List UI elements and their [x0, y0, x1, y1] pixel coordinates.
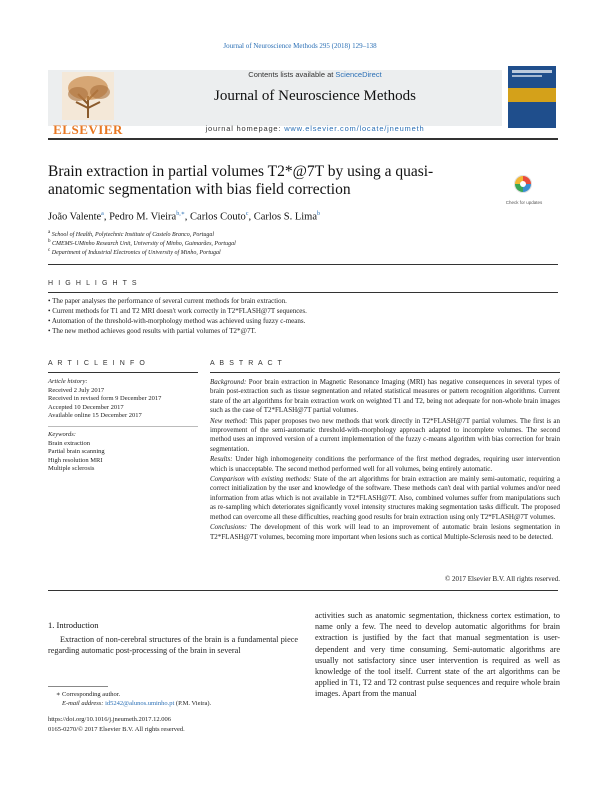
running-header: Journal of Neuroscience Methods 295 (2018) 129–138 — [223, 42, 377, 50]
abstract-paragraph: Comparison with existing methods: State of the art algorithms for brain extraction are mainly semi-automatic, requiring a correct initialization by the user and knowledge of the software. These methods can't deal with partial volumes and/or need information from atlas which is not available in T2*FLASH@7T. Also, combined volumes suffer from manipulations such as re-sampling which deteriorates significantly voxel intensity structures making segmentation tasks difficult. The proposed method can overcome all these difficulties, reaching good results for brain extraction using only T2*FLASH@7T volumes. — [210, 475, 560, 521]
email-label: E-mail address: — [62, 700, 106, 707]
divider — [48, 292, 558, 293]
divider — [48, 264, 558, 265]
journal-title: Journal of Neuroscience Methods — [213, 88, 417, 104]
history-entry: Received in revised form 9 December 2017 — [48, 395, 162, 403]
divider — [48, 426, 198, 427]
divider — [48, 372, 198, 373]
email-link[interactable]: id5242@alunos.uminho.pt — [105, 700, 175, 707]
author-affiliation-mark: b,∗ — [176, 211, 185, 217]
keyword: Multiple sclerosis — [48, 465, 95, 473]
divider — [48, 590, 558, 591]
intro-column-1: Extraction of non-cerebral structures of the brain is a fundamental piece regarding automatic post-processing of the brain in several — [48, 635, 298, 656]
highlights-heading: H I G H L I G H T S — [48, 280, 139, 287]
article-history — [48, 378, 198, 421]
divider — [210, 372, 560, 373]
journal-homepage — [130, 124, 500, 133]
masthead-rule — [48, 138, 558, 140]
footnote-rule — [48, 686, 108, 687]
article-info-heading: A R T I C L E I N F O — [48, 360, 147, 367]
author-affiliation-mark: c — [245, 211, 249, 217]
journal-cover-image — [508, 66, 556, 128]
author-affiliation-mark: b — [316, 211, 320, 217]
email-note — [62, 700, 211, 707]
abstract-heading: A B S T R A C T — [210, 360, 284, 367]
highlight-item: • The new method achieves good results with partial volumes of T2*@7T. — [48, 327, 256, 335]
history-entry: Received 2 July 2017 — [48, 386, 105, 394]
section-heading: 1. Introduction — [48, 620, 99, 630]
affiliation: $^a$ School of Health, Polytechnic Institute of Castelo Branco, Portugal — [48, 230, 215, 238]
homepage-link[interactable]: www.elsevier.com/locate/jneumeth — [284, 124, 425, 133]
highlight-item: • The paper analyses the performance of several current methods for brain extraction. — [48, 297, 287, 305]
affiliation: $^c$ Department of Industrial Electronics of University of Minho, Portugal — [48, 248, 221, 256]
abstract-paragraph: Conclusions: The development of this work will lead to an improvement of automatic brain lesions segmentation in T2*FLASH@7T volumes, becoming more important when lesions such as cortical Multiple-Sclerosis need to be detected. — [210, 523, 560, 541]
crossmark-icon[interactable] — [508, 172, 538, 202]
history-entry: Accepted 10 December 2017 — [48, 403, 124, 411]
homepage-label: journal homepage: — [205, 124, 285, 133]
author-list: João Valente$^a$, Pedro M. Vieira$^{b,∗}$, Carlos Couto$^c$, Carlos S. Lima$^b$ — [48, 211, 320, 223]
issn-line: 0165-0270/© 2017 Elsevier B.V. All rights reserved. — [48, 726, 185, 733]
affiliation: $^b$ CMEMS-UMinho Research Unit, University of Minho, Guimarães, Portugal — [48, 239, 236, 247]
abstract-paragraph: Background: Poor brain extraction in Magnetic Resonance Imaging (MRI) has negative consequences in several types of brain post-extraction such as tissue segmentation and related statistical measures or pattern recognition algorithms. Current state of the art algorithms for brain extraction work on weighted T1 and T2, being not adequate for non-whole brain images such as the case of T2*FLASH@7T partial volumes. — [210, 378, 560, 415]
keyword: High resolution MRI — [48, 456, 103, 464]
intro-column-2: activities such as anatomic segmentation, thickness cortex estimation, to name only a few. The need to develop automatic algorithms for brain extraction is justified by the fact that manual segmentation is user-dependent and very time consuming. Semi-automatic algorithms are usually not satisfactory since user intervention is required as well as knowledge of the tool itself. Current state of the art algorithms can be applied in T1, T2 and T2 contrast pulse sequences and require whole brain images. Apart from the manual — [315, 611, 560, 699]
email-suffix: (P.M. Vieira). — [174, 700, 212, 707]
article-title: Brain extraction in partial volumes T2*@7T by using a quasi-anatomic segmentation with bias field correction — [48, 163, 434, 198]
author-name[interactable]: João Valente — [48, 211, 102, 223]
history-label: Article history: — [48, 378, 88, 385]
abstract-paragraph: Results: Under high inhomogeneity conditions the performance of the first method degrades, requiring user intervention which is unacceptable. The second method performed well for all volumes, being entirely automatic. — [210, 455, 560, 473]
author-name[interactable]: Carlos S. Lima — [253, 211, 317, 223]
author-affiliation-mark: a — [101, 211, 104, 217]
crossmark-label: Check for updates — [505, 200, 543, 205]
author-name[interactable]: Pedro M. Vieira — [109, 211, 177, 223]
sciencedirect-link[interactable]: ScienceDirect — [335, 70, 382, 79]
keyword: Partial brain scanning — [48, 448, 105, 456]
keywords — [48, 431, 198, 474]
keywords-label: Keywords: — [48, 431, 76, 438]
contents-line — [130, 70, 500, 79]
copyright: © 2017 Elsevier B.V. All rights reserved. — [444, 575, 560, 583]
author-name[interactable]: Carlos Couto — [190, 211, 246, 223]
history-entry: Available online 15 December 2017 — [48, 412, 142, 420]
corresponding-author-note: ∗ Corresponding author. — [56, 691, 121, 698]
contents-prefix: Contents lists available at — [248, 70, 336, 79]
abstract-body — [210, 378, 560, 543]
abstract-paragraph: New method: This paper proposes two new methods that work directly in T2*FLASH@7T partial volumes. The first is an improvement of the semi-automatic threshold-with-morphology approach adapted to incomplete volumes. The second method uses an improved version of a current implementation of the fuzzy c-means algorithm with bias correction for brain segmentation. — [210, 416, 560, 453]
highlight-item: • Current methods for T1 and T2 MRI doesn't work correctly in T2*FLASH@7T sequences. — [48, 307, 307, 315]
publisher-name: ELSEVIER — [53, 122, 123, 137]
doi-link[interactable]: https://doi.org/10.1016/j.jneumeth.2017.12.006 — [48, 716, 172, 723]
highlight-item: • Automation of the threshold-with-morphology method was achieved using fuzzy c-means. — [48, 317, 306, 325]
keyword: Brain extraction — [48, 439, 91, 447]
